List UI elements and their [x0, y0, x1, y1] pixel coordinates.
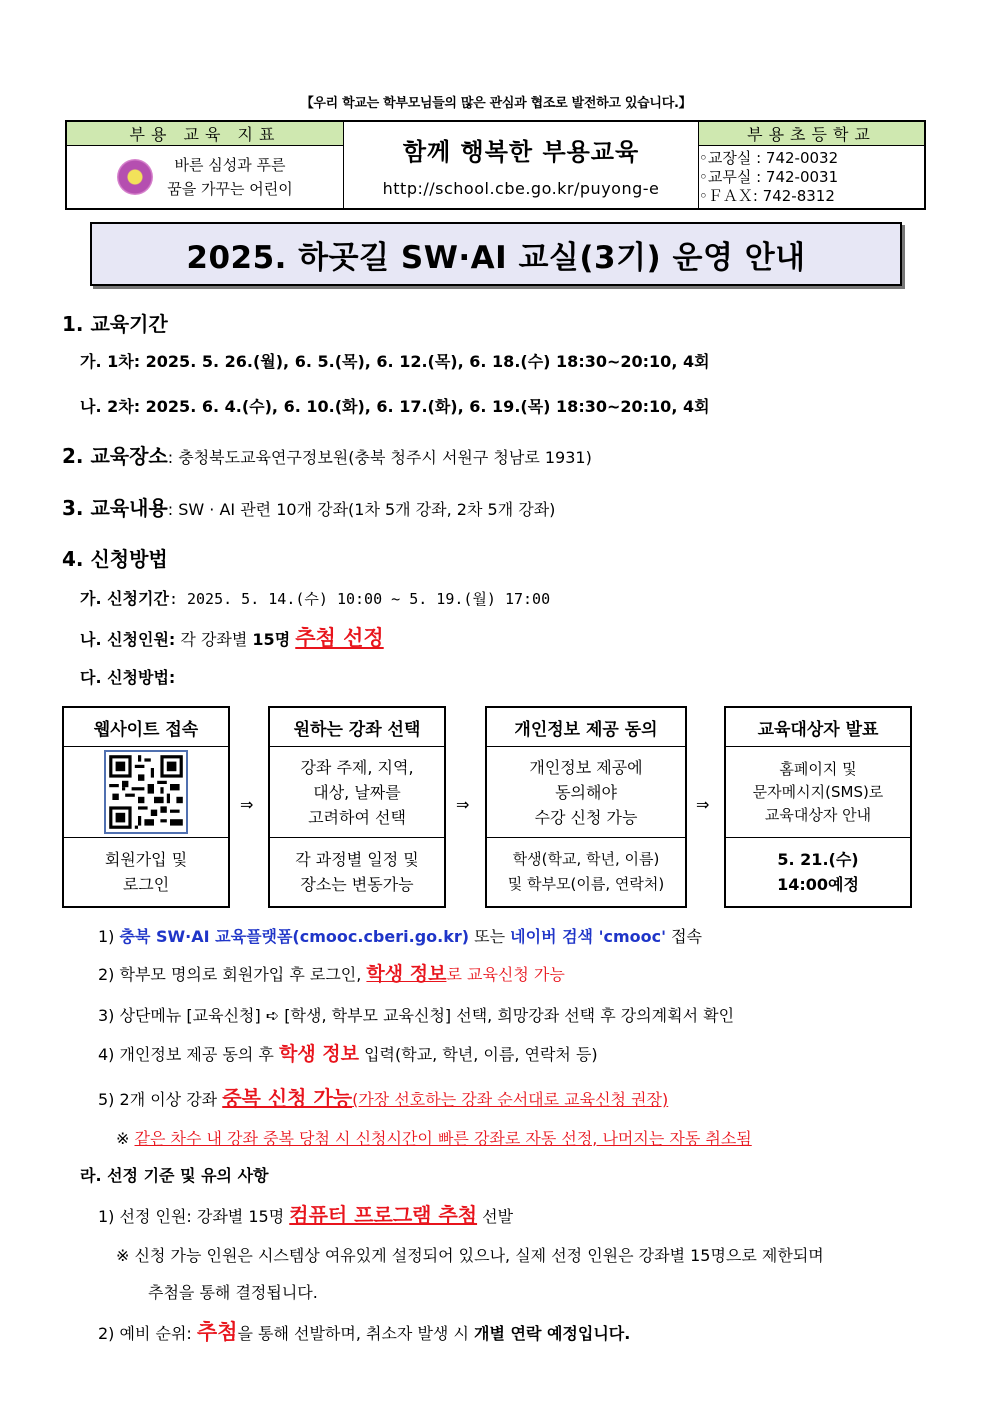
criteria-text: 1) 선정 인원: 강좌별 15명 [98, 1207, 290, 1226]
criteria-1 [98, 1199, 513, 1228]
flow-mid-line: 개인정보 제공에 [529, 757, 643, 777]
apply-method-label: 다. 신청방법: [80, 668, 176, 687]
flow-foot-line: 장소는 변동가능 [300, 875, 414, 894]
step-text: 4) 개인정보 제공 동의 후 [98, 1045, 279, 1064]
page-title: 2025. 하곳길 SW·AI 교실(3기) 운영 안내 [90, 222, 902, 286]
flow-step-foot [270, 838, 444, 906]
step-2 [98, 959, 565, 986]
flow-step-website [62, 706, 230, 908]
flow-step-head: 개인정보 제공 동의 [487, 708, 685, 747]
flow-arrow-icon: ⇒ [240, 795, 254, 814]
flow-arrow-icon: ⇒ [696, 795, 710, 814]
period-2: 나. 2차: 2025. 6. 4.(수), 6. 10.(화), 6. 17.(화), 6. 19.(목) 18:30~20:10, 4회 [80, 397, 710, 416]
flow-arrow-icon: ⇒ [456, 795, 470, 814]
section-2 [62, 440, 592, 469]
flow-step-head: 교육대상자 발표 [726, 708, 910, 747]
goal-line-1: 바른 심성과 푸른 [174, 156, 286, 174]
school-url[interactable]: http://school.cbe.go.kr/puyong-e [382, 179, 660, 198]
goal-line-2: 꿈을 가꾸는 어린이 [167, 180, 293, 198]
section-3-heading: 3. 교육내용 [62, 496, 168, 520]
flow-foot-line: 학생(학교, 학년, 이름) [512, 850, 660, 868]
flow-mid-line: 대상, 날짜를 [313, 782, 401, 802]
lottery-emphasis: 추첨 [196, 1320, 238, 1344]
slogan-cell [344, 121, 699, 209]
apply-period-label: 가. 신청기간 [80, 589, 169, 608]
section-2-text: : 충청북도교육연구정보원(충북 청주시 서원구 청남로 1931) [167, 448, 592, 467]
criteria-text: 2) 예비 순위: [98, 1324, 197, 1343]
school-name: 부용초등학교 [699, 121, 926, 146]
flow-step-foot [487, 838, 685, 906]
step-text: 2) 학부모 명의로 회원가입 후 로그인, [98, 965, 367, 984]
flow-foot-line: 각 과정별 일정 및 [295, 850, 419, 869]
criteria-2 [98, 1316, 630, 1346]
flow-step-announce [724, 706, 912, 908]
flow-mid-line: 고려하여 선택 [308, 807, 406, 827]
school-flower-emblem-icon [117, 159, 153, 195]
flow-mid-line: 홈페이지 및 [779, 759, 857, 778]
note-mark: ※ [116, 1129, 130, 1148]
step-5 [98, 1082, 668, 1111]
apply-count [80, 622, 384, 652]
flow-mid-line: 수강 신청 가능 [534, 807, 638, 827]
section-1-heading: 1. 교육기간 [62, 312, 168, 336]
contact-notice: 개별 연락 예정입니다. [474, 1324, 631, 1343]
step-number: 1) [98, 927, 115, 946]
flow-mid-line: 강좌 주제, 지역, [300, 757, 414, 777]
step-text: 5) 2개 이상 강좌 [98, 1090, 223, 1109]
section-3-text: : SW · AI 관련 10개 강좌(1차 5개 강좌, 2차 5개 강좌) [167, 500, 556, 519]
step-1 [98, 924, 702, 947]
flow-foot-line: 및 학부모(이름, 연락처) [507, 875, 665, 893]
apply-count-text: 각 강좌별 [175, 630, 253, 649]
contact-fax: ◦ＦＡＸ: 742-8312 [699, 186, 835, 205]
criteria-heading: 라. 선정 기준 및 유의 사항 [80, 1166, 269, 1185]
qr-code-cell [64, 747, 228, 838]
step-3: 3) 상단메뉴 [교육신청] ➪ [학생, 학부모 교육신청] 선택, 희망강좌 선택 후 강의계획서 확인 [98, 1006, 735, 1025]
step-text: 로 교육신청 가능 [446, 965, 565, 984]
slogan: 함께 행복한 부용교육 [402, 138, 640, 166]
goal-cell [66, 146, 344, 210]
flow-step-mid [270, 747, 444, 838]
apply-period [80, 586, 550, 609]
criteria-text: 선발 [477, 1207, 514, 1226]
flow-step-mid [487, 747, 685, 838]
step-note [116, 1126, 752, 1149]
flow-foot-line: 5. 21.(수) [777, 850, 859, 869]
flow-mid-line: 동의해야 [555, 782, 617, 802]
flow-mid-line: 문자메시지(SMS)로 [752, 782, 884, 801]
goal-label: 부용 교육 지표 [66, 121, 344, 146]
period-1: 가. 1차: 2025. 5. 26.(월), 6. 5.(목), 6. 12.(목), 6. 18.(수) 18:30~20:10, 4회 [80, 352, 710, 371]
flow-step-foot [726, 838, 910, 906]
school-motto: 【우리 학교는 학부모님들의 많은 관심과 협조로 발전하고 있습니다.】 [300, 96, 692, 111]
contact-office: ◦교무실 : 742-0031 [699, 167, 839, 186]
flow-foot-line: 회원가입 및 [104, 850, 188, 869]
flow-step-consent [485, 706, 687, 908]
cmooc-platform-link[interactable]: 충북 SW·AI 교육플랫폼(cmooc.cberi.go.kr) [119, 927, 470, 946]
flow-step-head: 원하는 강좌 선택 [270, 708, 444, 747]
apply-count-lottery: 추첨 선정 [295, 626, 384, 650]
step-text: 접속 [666, 927, 702, 946]
criteria-note-2: 추첨을 통해 결정됩니다. [148, 1283, 318, 1302]
step-text: (가장 선호하는 강좌 순서대로 교육신청 권장) [352, 1090, 669, 1109]
flow-step-head: 웹사이트 접속 [64, 708, 228, 747]
section-2-heading: 2. 교육장소 [62, 444, 168, 468]
criteria-note-1: ※ 신청 가능 인원은 시스템상 여유있게 설정되어 있으나, 실제 선정 인원은 강좌별 15명으로 제한되며 [116, 1246, 824, 1265]
step-4 [98, 1039, 598, 1066]
naver-search-text: 네이버 검색 'cmooc' [510, 927, 666, 946]
apply-period-text: : 2025. 5. 14.(수) 10:00 ~ 5. 19.(월) 17:00 [168, 590, 551, 608]
section-4-heading: 4. 신청방법 [62, 547, 168, 571]
contact-principal: ◦교장실 : 742-0032 [699, 148, 839, 167]
step-text: 입력(학교, 학년, 이름, 연락처 등) [359, 1045, 598, 1064]
flow-step-mid [726, 747, 910, 838]
section-3 [62, 492, 555, 521]
student-info-emphasis: 학생 정보 [366, 963, 447, 985]
flow-mid-line: 교육대상자 안내 [764, 805, 872, 824]
flow-foot-line: 14:00예정 [777, 875, 859, 894]
flow-step-select [268, 706, 446, 908]
apply-count-label: 나. 신청인원: [80, 630, 176, 649]
student-info-emphasis: 학생 정보 [278, 1043, 359, 1065]
flow-step-foot [64, 838, 228, 906]
note-text: 같은 차수 내 강좌 중복 당첨 시 신청시간이 빠른 강좌로 자동 선정, 나머지는 자동 취소됨 [134, 1129, 752, 1148]
duplicate-apply-emphasis: 중복 신청 가능 [222, 1086, 353, 1110]
criteria-text: 을 통해 선발하며, 취소자 발생 시 [237, 1324, 475, 1343]
step-text: 또는 [469, 927, 511, 946]
flow-foot-line: 로그인 [122, 875, 170, 894]
apply-count-number: 15명 [252, 630, 291, 649]
lottery-emphasis: 컴퓨터 프로그램 추첨 [289, 1203, 478, 1227]
school-header [65, 120, 926, 210]
contacts [699, 146, 926, 210]
qr-code-icon[interactable] [104, 750, 188, 834]
